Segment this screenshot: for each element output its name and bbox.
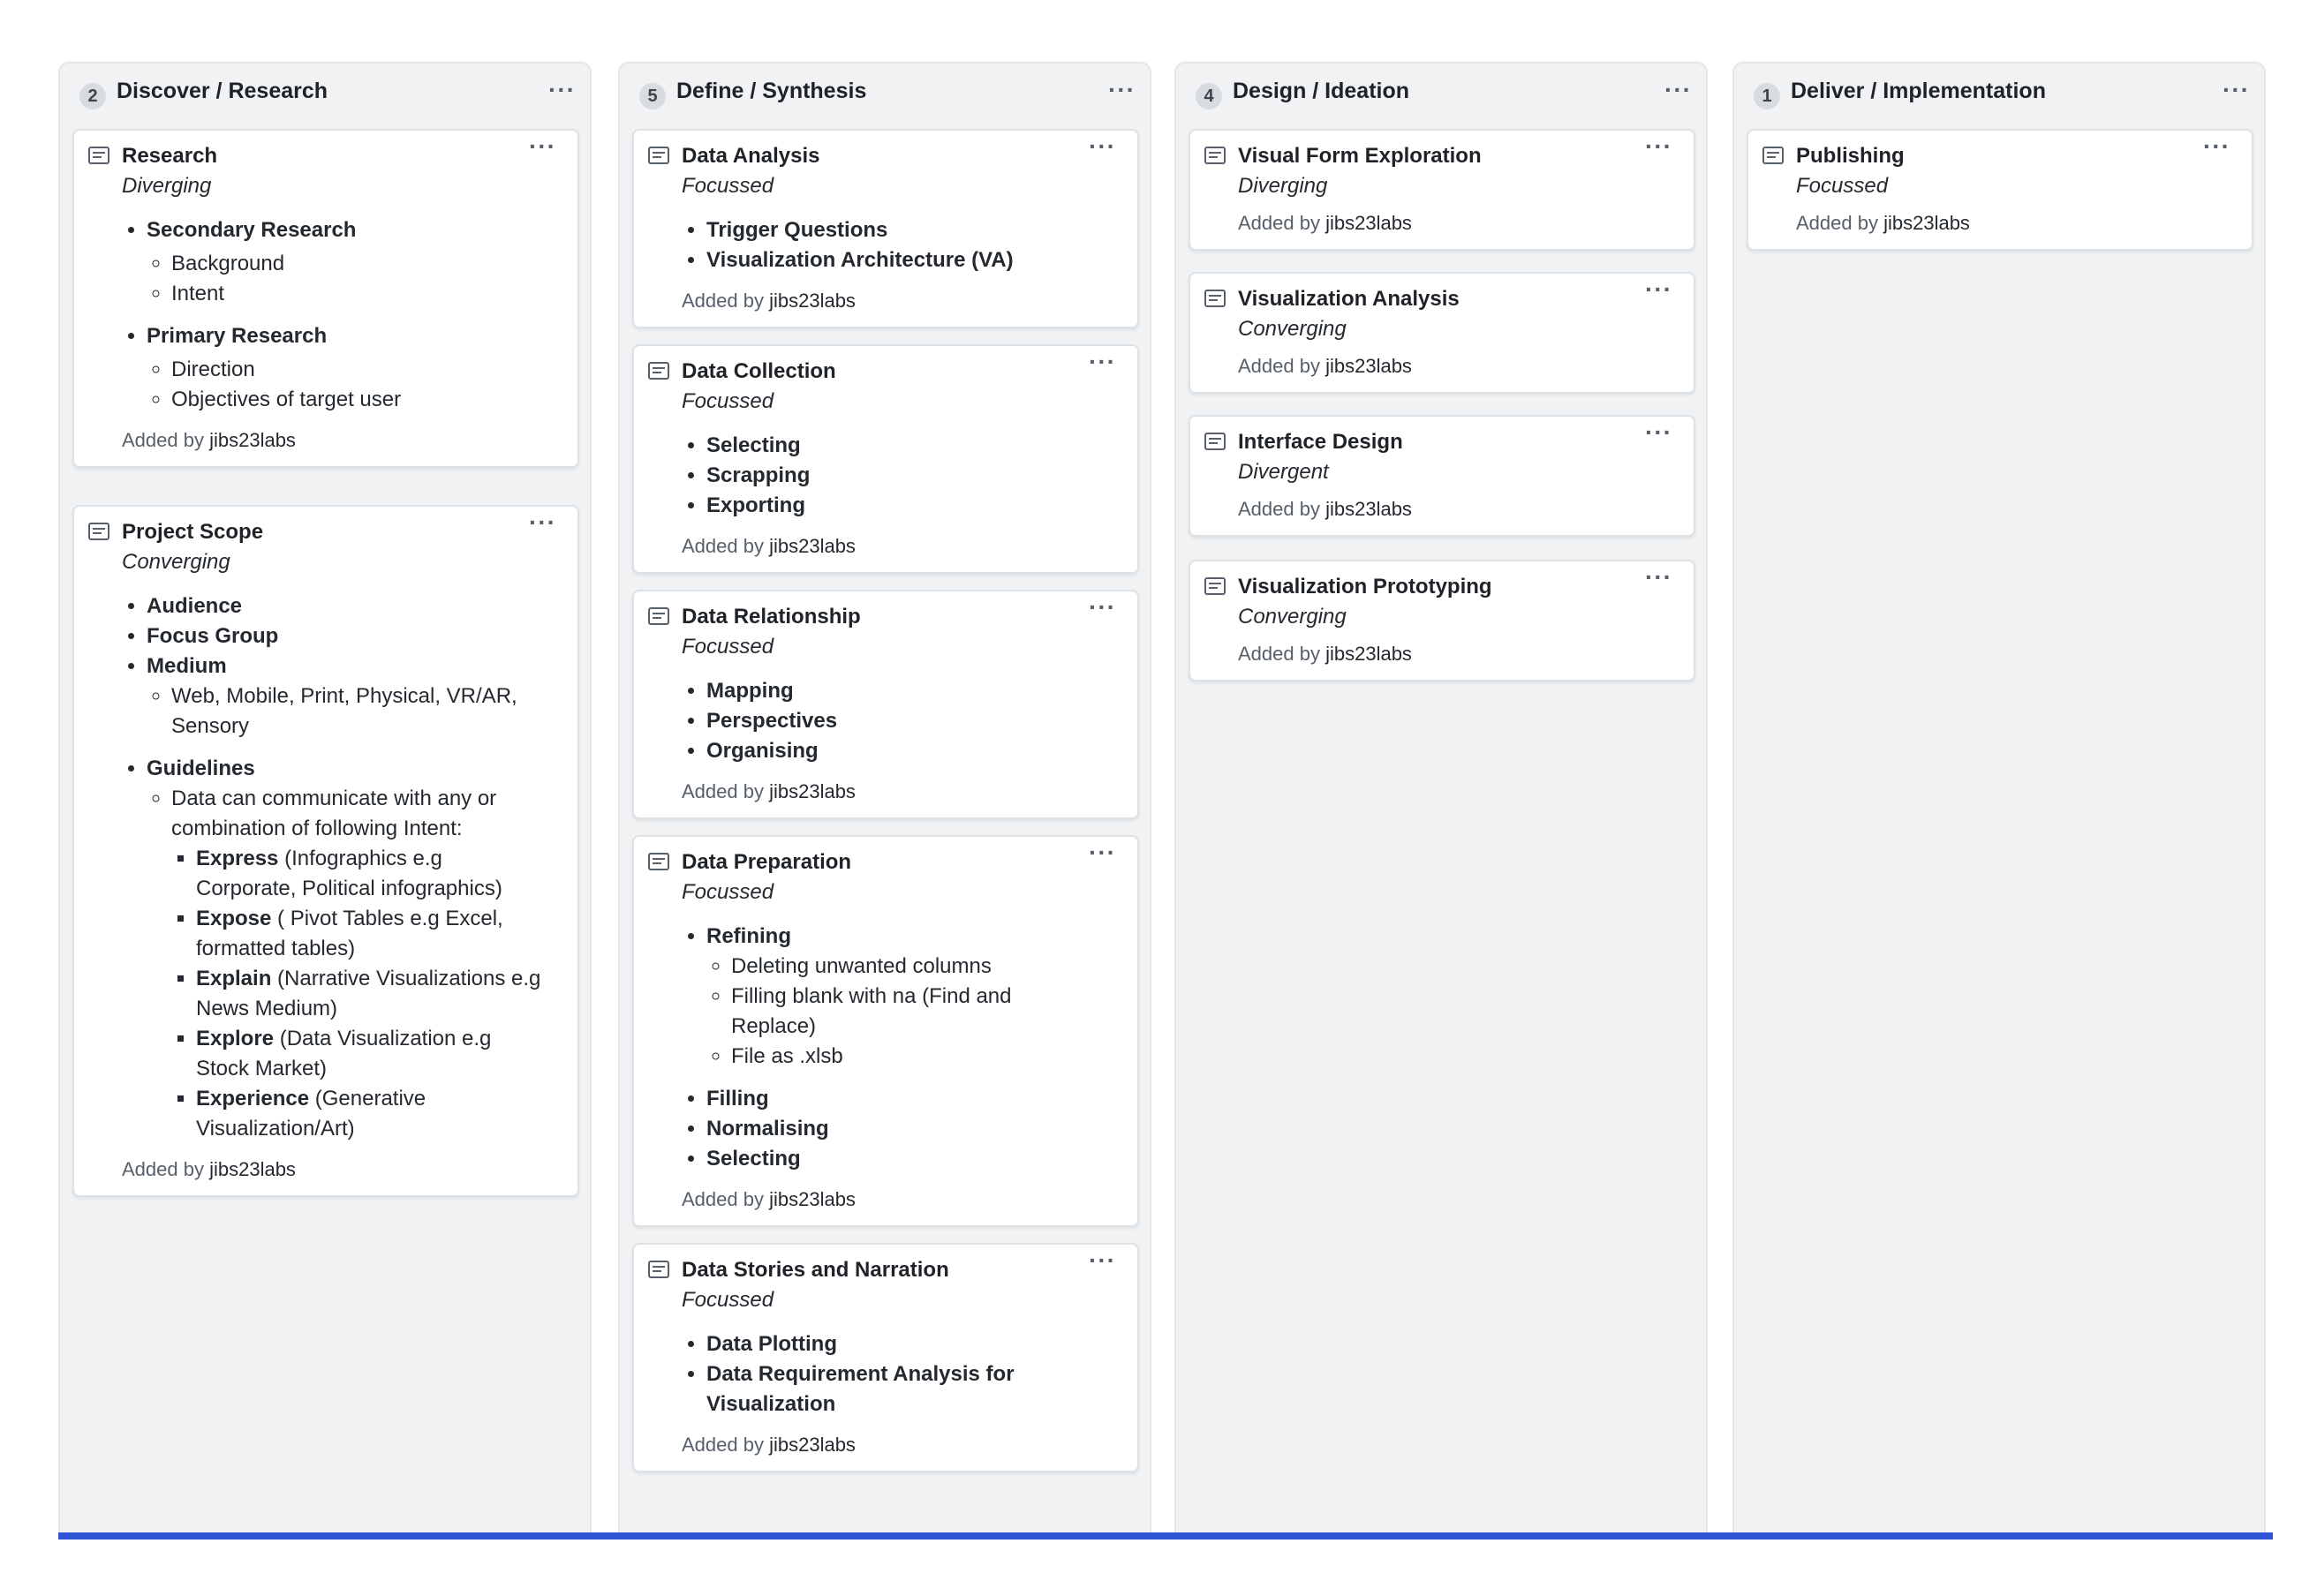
author-link[interactable]: jibs23labs (1325, 643, 1412, 665)
column-header (620, 64, 1150, 122)
card-data-relationship[interactable] (632, 590, 1139, 819)
card-interface-design[interactable] (1189, 415, 1695, 537)
card-menu-ellipsis-icon[interactable]: ··· (2203, 132, 2230, 160)
column-title: Deliver / Implementation (1791, 79, 2046, 103)
card-title[interactable]: Visualization Prototyping (1238, 575, 1492, 598)
card-subtitle: Diverging (1238, 174, 1328, 198)
list-item: ▪ Expose ( Pivot Tables e.g Excel, formatted tables) (196, 904, 542, 964)
card-list (122, 215, 542, 415)
list-item: • Organising (706, 736, 1102, 766)
card-title[interactable]: Data Collection (682, 359, 836, 383)
card-subtitle: Converging (1238, 605, 1347, 629)
card-list (122, 591, 542, 1144)
note-icon (648, 853, 669, 870)
card-footer: Added by jibs23labs (682, 535, 856, 557)
project-board (58, 62, 2273, 1540)
card-menu-ellipsis-icon[interactable]: ··· (1645, 563, 1672, 591)
list-item: ◦ Intent (171, 279, 542, 309)
list-item: ▪ Explore (Data Visualization e.g Stock Market) (196, 1024, 542, 1084)
list-item: • Scrapping (706, 461, 1102, 491)
card-subtitle: Diverging (122, 174, 212, 198)
list-item: ◦ Web, Mobile, Print, Physical, VR/AR, Sensory (171, 681, 542, 742)
list-item: • Normalising (706, 1114, 1102, 1144)
column-menu-ellipsis-icon[interactable]: ··· (1108, 76, 1136, 103)
card-list (682, 922, 1102, 1174)
author-link[interactable]: jibs23labs (209, 429, 296, 451)
card-data-collection[interactable] (632, 344, 1139, 574)
card-footer: Added by jibs23labs (1238, 212, 1412, 234)
author-link[interactable]: jibs23labs (769, 1188, 856, 1210)
card-subtitle: Focussed (682, 880, 774, 904)
card-title[interactable]: Visual Form Exploration (1238, 144, 1482, 168)
card-footer: Added by jibs23labs (1238, 643, 1412, 665)
note-icon (648, 607, 669, 625)
card-footer: Added by jibs23labs (1796, 212, 1970, 234)
note-icon (648, 147, 669, 164)
card-subtitle: Focussed (682, 389, 774, 413)
card-data-preparation[interactable] (632, 835, 1139, 1227)
card-menu-ellipsis-icon[interactable]: ··· (529, 508, 556, 536)
card-subtitle: Focussed (682, 174, 774, 198)
list-item: • Perspectives (706, 706, 1102, 736)
list-item: • Primary Research ◦ Direction ◦ Objectives of target user (147, 321, 542, 415)
author-link[interactable]: jibs23labs (1325, 212, 1412, 234)
list-item: ▪ Express (Infographics e.g Corporate, Political infographics) (196, 844, 542, 904)
card-research[interactable] (72, 129, 579, 468)
list-item: • Guidelines ◦ Data can communicate with any or combination of following Intent: ▪ Express (Infographics e.g Corporate, Political infographics) ▪ Expose ( Pivot Tables e.g Excel, formatted tables) ▪ Explain (Narrative Visualizations e.g News Medium) ▪ Explore (Data Visualization e.g Stock Market) ▪ Experience (Generative Visualization/Art) (147, 754, 542, 1144)
card-list (682, 676, 1102, 766)
list-item: • Filling (706, 1084, 1102, 1114)
card-list (682, 431, 1102, 521)
column-menu-ellipsis-icon[interactable]: ··· (548, 76, 576, 103)
list-item: ▪ Experience (Generative Visualization/Art) (196, 1084, 542, 1144)
card-footer: Added by jibs23labs (682, 1434, 856, 1456)
column-title: Design / Ideation (1233, 79, 1410, 103)
author-link[interactable]: jibs23labs (769, 290, 856, 312)
list-item: ◦ Objectives of target user (171, 385, 542, 415)
column-title: Define / Synthesis (676, 79, 867, 103)
author-link[interactable]: jibs23labs (1883, 212, 1970, 234)
column-define-synthesis (618, 62, 1151, 1540)
horizontal-scrollbar[interactable] (58, 1532, 2273, 1540)
note-icon (1204, 577, 1226, 595)
note-icon (1204, 290, 1226, 307)
list-item: • Secondary Research ◦ Background ◦ Intent (147, 215, 542, 309)
card-title[interactable]: Data Stories and Narration (682, 1258, 949, 1282)
card-visualization-analysis[interactable] (1189, 272, 1695, 394)
column-item-count: 4 (1196, 83, 1222, 109)
card-title[interactable]: Interface Design (1238, 430, 1403, 454)
note-icon (1204, 433, 1226, 450)
list-item: • Trigger Questions (706, 215, 1102, 245)
card-data-analysis[interactable] (632, 129, 1139, 328)
card-project-scope[interactable] (72, 505, 579, 1197)
list-item: • Refining ◦ Deleting unwanted columns ◦ Filling blank with na (Find and Replace) ◦ File as .xlsb (706, 922, 1102, 1072)
column-item-count: 1 (1754, 83, 1780, 109)
column-item-count: 5 (639, 83, 666, 109)
column-design-ideation (1174, 62, 1708, 1540)
card-footer: Added by jibs23labs (1238, 498, 1412, 520)
column-discover-research (58, 62, 592, 1540)
author-link[interactable]: jibs23labs (769, 535, 856, 557)
card-title[interactable]: Research (122, 144, 218, 168)
card-publishing[interactable] (1747, 129, 2253, 251)
card-title[interactable]: Visualization Analysis (1238, 287, 1460, 311)
card-menu-ellipsis-icon[interactable]: ··· (1089, 132, 1116, 160)
card-menu-ellipsis-icon[interactable]: ··· (1089, 839, 1116, 866)
card-menu-ellipsis-icon[interactable]: ··· (1645, 418, 1672, 446)
card-title[interactable]: Data Preparation (682, 850, 852, 874)
list-item: • Audience (147, 591, 542, 621)
list-item: ◦ Deleting unwanted columns (731, 952, 1102, 982)
card-subtitle: Focussed (1796, 174, 1889, 198)
column-deliver-implementation (1732, 62, 2266, 1540)
card-footer: Added by jibs23labs (682, 780, 856, 802)
card-menu-ellipsis-icon[interactable]: ··· (1089, 348, 1116, 375)
list-item: ◦ Background (171, 249, 542, 279)
list-item: • Data Requirement Analysis for Visualization (706, 1359, 1102, 1419)
card-visualization-prototyping[interactable] (1189, 560, 1695, 681)
card-subtitle: Converging (1238, 317, 1347, 341)
card-subtitle: Converging (122, 550, 230, 574)
card-visual-form-exploration[interactable] (1189, 129, 1695, 251)
note-icon (88, 147, 109, 164)
note-icon (1762, 147, 1784, 164)
list-item: ◦ Direction (171, 355, 542, 385)
note-icon (648, 362, 669, 380)
card-title[interactable]: Data Analysis (682, 144, 820, 168)
author-link[interactable]: jibs23labs (1325, 355, 1412, 377)
list-item: • Exporting (706, 491, 1102, 521)
list-item: • Medium ◦ Web, Mobile, Print, Physical, VR/AR, Sensory (147, 651, 542, 742)
note-icon (88, 523, 109, 540)
list-item: ▪ Explain (Narrative Visualizations e.g News Medium) (196, 964, 542, 1024)
author-link[interactable]: jibs23labs (769, 780, 856, 802)
note-icon (648, 1261, 669, 1278)
list-item: ◦ Data can communicate with any or combination of following Intent: ▪ Express (Infographics e.g Corporate, Political infographics) ▪ Expose ( Pivot Tables e.g Excel, formatted tables) ▪ Explain (Narrative Visualizations e.g News Medium) ▪ Explore (Data Visualization e.g Stock Market) ▪ Experience (Generative Visualization/Art) (171, 784, 542, 1144)
author-link[interactable]: jibs23labs (209, 1158, 296, 1180)
card-menu-ellipsis-icon[interactable]: ··· (1645, 275, 1672, 303)
card-data-stories-and-narration[interactable] (632, 1243, 1139, 1472)
card-title[interactable]: Data Relationship (682, 605, 861, 629)
card-menu-ellipsis-icon[interactable]: ··· (1645, 132, 1672, 160)
column-header (60, 64, 590, 122)
list-item: ◦ Filling blank with na (Find and Replace) (731, 982, 1102, 1042)
column-item-count: 2 (79, 83, 106, 109)
list-item: • Selecting (706, 1144, 1102, 1174)
card-footer: Added by jibs23labs (682, 290, 856, 312)
column-menu-ellipsis-icon[interactable]: ··· (1664, 76, 1692, 103)
card-footer: Added by jibs23labs (682, 1188, 856, 1210)
list-item: • Data Plotting (706, 1329, 1102, 1359)
author-link[interactable]: jibs23labs (769, 1434, 856, 1456)
list-item: ◦ File as .xlsb (731, 1042, 1102, 1072)
list-item: • Mapping (706, 676, 1102, 706)
card-subtitle: Focussed (682, 1288, 774, 1312)
column-menu-ellipsis-icon[interactable]: ··· (2223, 76, 2250, 103)
card-list (682, 1329, 1102, 1419)
card-footer: Added by jibs23labs (122, 429, 296, 451)
card-menu-ellipsis-icon[interactable]: ··· (529, 132, 556, 160)
card-subtitle: Focussed (682, 635, 774, 659)
card-title[interactable]: Project Scope (122, 520, 264, 544)
card-footer: Added by jibs23labs (1238, 355, 1412, 377)
card-list (682, 215, 1102, 275)
card-title[interactable]: Publishing (1796, 144, 1905, 168)
card-subtitle: Divergent (1238, 460, 1329, 484)
card-footer: Added by jibs23labs (122, 1158, 296, 1180)
list-item: • Visualization Architecture (VA) (706, 245, 1102, 275)
card-menu-ellipsis-icon[interactable]: ··· (1089, 1246, 1116, 1274)
column-title: Discover / Research (117, 79, 328, 103)
card-menu-ellipsis-icon[interactable]: ··· (1089, 593, 1116, 621)
list-item: • Focus Group (147, 621, 542, 651)
note-icon (1204, 147, 1226, 164)
column-header (1734, 64, 2264, 122)
column-header (1176, 64, 1706, 122)
list-item: • Selecting (706, 431, 1102, 461)
author-link[interactable]: jibs23labs (1325, 498, 1412, 520)
